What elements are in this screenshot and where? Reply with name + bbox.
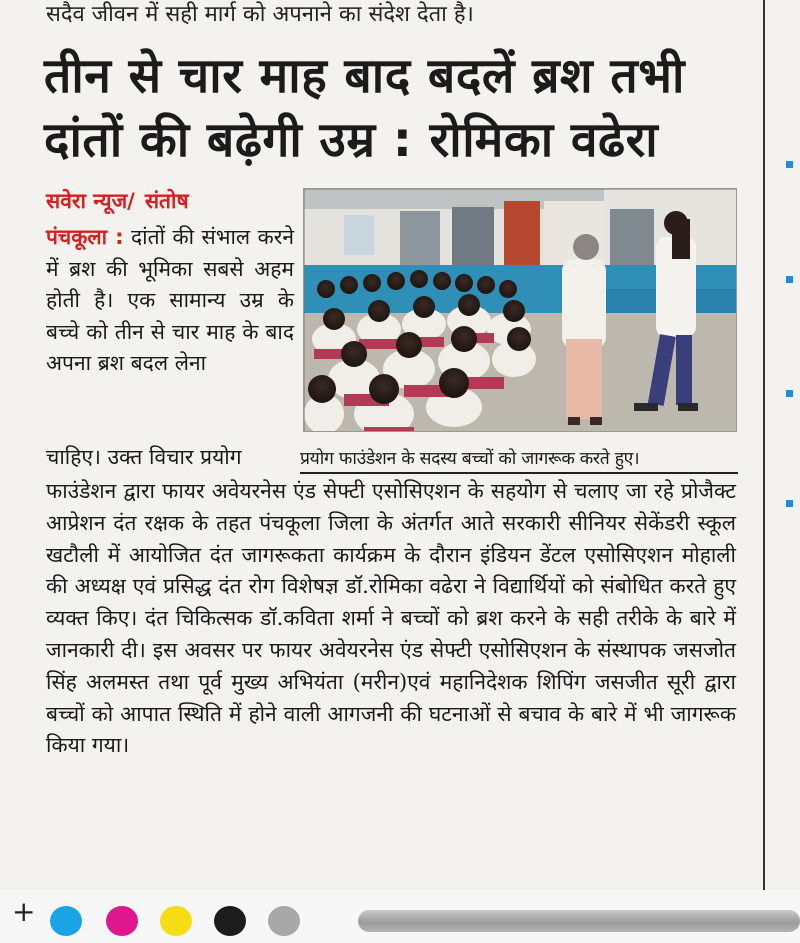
column-divider xyxy=(763,0,765,900)
lead-last-line: चाहिए। उक्त विचार प्रयोग xyxy=(46,445,242,469)
bullet-marker xyxy=(786,390,793,397)
magenta-registration-dot-icon xyxy=(106,906,138,936)
registration-cross-icon: + xyxy=(12,895,36,928)
bullet-marker xyxy=(786,276,793,283)
byline xyxy=(46,186,189,216)
black-registration-dot-icon xyxy=(214,906,246,936)
classroom-photo-illustration xyxy=(304,189,737,432)
lead-text: दांतों की संभाल करने में ब्रश की भूमिका सबसे अहम होती है। एक सामान्य उम्र के बच्चे को तीन से चार माह के बाद अपना ब्रश बदल लेना xyxy=(46,225,294,375)
photo-caption: प्रयोग फाउंडेशन के सदस्य बच्चों को जागरूक करते हुए। xyxy=(300,447,738,474)
headline xyxy=(44,44,744,172)
yellow-registration-dot-icon xyxy=(160,906,192,936)
headline-line-2: दांतों की बढ़ेगी उम्र : रोमिका वढेरा xyxy=(44,112,659,168)
news-photo xyxy=(303,188,737,432)
headline-line-1: तीन से चार माह बाद बदलें ब्रश तभी xyxy=(44,48,685,104)
bullet-marker xyxy=(786,500,793,507)
byline-source: सवेरा न्यूज/ xyxy=(46,189,135,213)
byline-author: संतोष xyxy=(144,189,189,213)
lead-paragraph xyxy=(46,222,294,380)
cyan-registration-dot-icon xyxy=(50,906,82,936)
gray-registration-bar xyxy=(358,910,800,932)
previous-article-snippet: सदैव जीवन में सही मार्ग को अपनाने का संदेश देता है। xyxy=(46,2,474,27)
gray-registration-dot-icon xyxy=(268,906,300,936)
dateline-location: पंचकूला : xyxy=(46,225,124,249)
body-paragraph: फाउंडेशन द्वारा फायर अवेयरनेस एंड सेफ्टी एसोसिएशन के सहयोग से चलाए जा रहे प्रोजैक्ट आप्रेशन दंत रक्षक के तहत पंचकूला जिला के अंतर्गत आते सरकारी सीनियर सेकेंडरी स्कूल खटौली में आयोजित दंत जागरूकता कार्यक्रम के दौरान इंडियन डेंटल एसोसिएशन मोहाली की अध्यक्ष एवं प्रसिद्ध दंत रोग विशेषज्ञ डॉ.रोमिका वढेरा ने विद्यार्थियों को संबोधित करते हुए व्यक्त किए। दंत चिकित्सक डॉ.कविता शर्मा ने बच्चों को ब्रश करने के सही तरीके के बारे में जानकारी दी। इस अवसर पर फायर अवेयरनेस एंड सेफ्टी एसोसिएशन के संस्थापक जसजोत सिंह अलमस्त तथा पूर्व मुख्य अभियंता (मरीन)एवं महानिदेशक शिपिंग जसजीत सूरी द्वारा बच्चों को आपात स्थिति में होने वाली आगजनी की घटनाओं से बचाव के बारे में भी जागरूक किया गया। xyxy=(46,479,736,758)
bullet-marker xyxy=(786,161,793,168)
